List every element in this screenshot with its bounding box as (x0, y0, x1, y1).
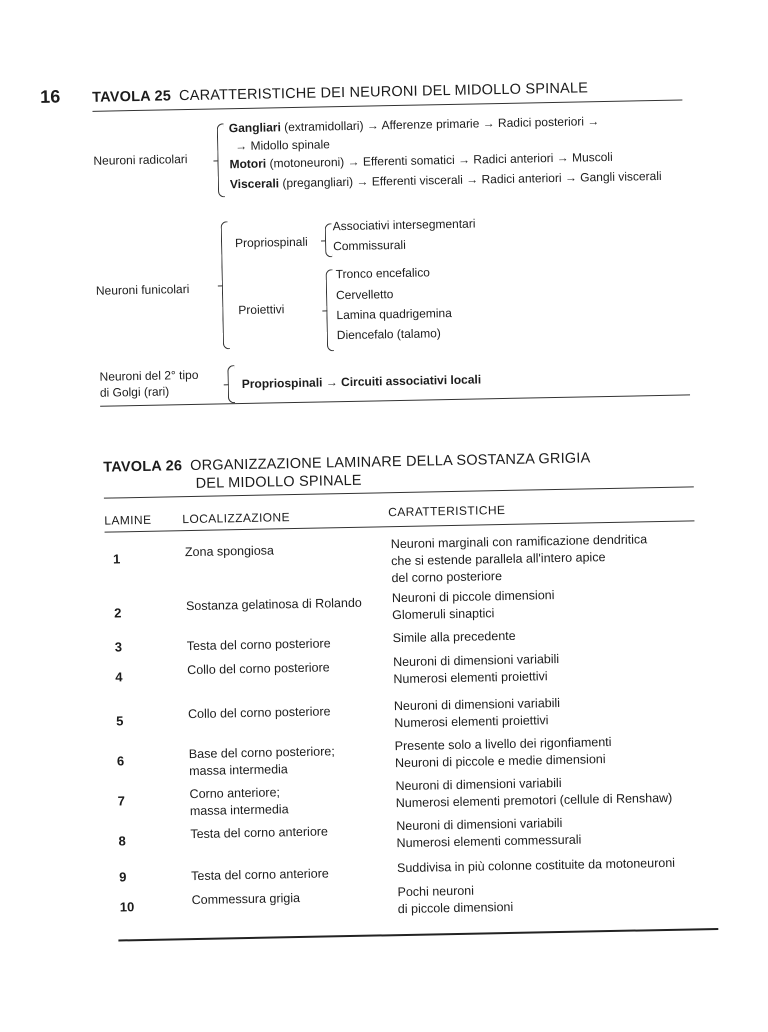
lamina-caratteristiche (393, 651, 560, 688)
motori-text: (motoneuroni) → Efferenti somatici → Radici anteriori → Muscoli (269, 149, 613, 171)
neuroni-radicolari-label: Neuroni radicolari (93, 152, 188, 168)
golgi-line2: di Golgi (rari) (99, 384, 170, 400)
localizzazione-line: Testa del corno anteriore (191, 866, 329, 884)
lamina-caratteristiche (394, 695, 561, 732)
lamina-caratteristiche (396, 815, 581, 853)
lamina-number: 2 (113, 605, 122, 621)
tavola26-heading-1: ORGANIZZAZIONE LAMINARE DELLA SOSTANZA GRIGIA (190, 450, 591, 475)
tavola26-label: TAVOLA 26 (103, 458, 183, 476)
brace-propriospinali (325, 223, 333, 257)
localizzazione-line: Testa del corno anteriore (190, 824, 329, 842)
caratteristiche-line: Glomeruli sinaptici (392, 606, 495, 623)
propriospinali-label: Propriospinali (234, 234, 308, 251)
gangliari-line (229, 114, 600, 135)
motori-bold: Motori (229, 156, 267, 172)
caratteristiche-line: Neuroni di dimensioni variabili (393, 695, 561, 714)
brace-radicolari (217, 123, 225, 197)
gangliari-bold: Gangliari (228, 120, 281, 136)
tavola26-heading-2: DEL MIDOLLO SPINALE (195, 472, 362, 492)
caratteristiche-line: Numerosi elementi commessurali (396, 832, 582, 851)
localizzazione-line: Base del corno posteriore; (188, 744, 335, 762)
caratteristiche-line: Neuroni di dimensioni variabili (392, 651, 560, 670)
lamina-caratteristiche (392, 587, 555, 624)
tavola25-heading: CARATTERISTICHE DEI NEURONI DEL MIDOLLO SPINALE (178, 80, 589, 105)
viscerali-bold: Viscerali (229, 176, 280, 192)
caratteristiche-line: che si estende parallela all'intero apice (391, 550, 606, 569)
neuroni-funicolari-label: Neuroni funicolari (95, 282, 190, 298)
brace-proiettivi (326, 269, 335, 351)
diencefalo-item: Diencefalo (talamo) (336, 326, 441, 343)
lamina-number: 1 (112, 551, 121, 567)
caratteristiche-line: Neuroni di dimensioni variabili (395, 775, 562, 794)
caratteristiche-line: Simile alla precedente (392, 628, 516, 646)
golgi-text: Propriospinali → Circuiti associativi locali (241, 372, 482, 392)
gangliari-text: (extramidollari) → Afferenze primarie → Radici posteriori → (284, 114, 600, 135)
localizzazione-line: Collo del corno posteriore (187, 704, 331, 722)
caratteristiche-line: di piccole dimensioni (397, 899, 514, 917)
motori-line (229, 150, 612, 171)
golgi-propriospinali (242, 372, 482, 391)
lamina-localizzazione (186, 595, 362, 615)
proiettivi-label: Proiettivi (238, 302, 285, 318)
caratteristiche-line: Numerosi elementi proiettivi (394, 713, 549, 731)
cervelletto-item: Cervelletto (335, 287, 394, 303)
lamina-localizzazione (187, 659, 330, 679)
caratteristiche-line: Neuroni di piccole dimensioni (391, 588, 555, 606)
lamina-number: 5 (116, 713, 124, 729)
caratteristiche-line: Presente solo a livello dei rigonfiamenti (394, 734, 612, 754)
localizzazione-line: Sostanza gelatinosa di Rolando (185, 595, 362, 614)
commissurali-item: Commissurali (332, 237, 406, 254)
localizzazione-line: Testa del corno posteriore (186, 636, 331, 654)
tronco-item: Tronco encefalico (335, 265, 431, 282)
header-caratteristiche: CARATTERISTICHE (388, 502, 506, 520)
caratteristiche-line: Neuroni di dimensioni variabili (396, 815, 563, 834)
viscerali-text: (pregangliari) → Efferenti viscerali → Radici anteriori → Gangli viscerali (282, 168, 662, 191)
lamina-number: 7 (117, 793, 126, 809)
page-number: 16 (40, 86, 61, 107)
lamina-number: 3 (114, 639, 123, 655)
tavola25-bottom-rule (100, 394, 690, 406)
caratteristiche-line: Numerosi elementi premotori (cellule di Renshaw) (395, 790, 673, 811)
localizzazione-line: massa intermedia (189, 802, 289, 819)
caratteristiche-line: del corno posteriore (391, 569, 503, 586)
associativi-item: Associativi intersegmentari (332, 216, 476, 234)
lamina-caratteristiche (392, 628, 515, 647)
lamina-caratteristiche (391, 531, 648, 587)
caratteristiche-line: Pochi neuroni (397, 883, 475, 900)
lamina-localizzazione (191, 865, 329, 885)
lamina-localizzazione (191, 890, 300, 909)
table-bottom-rule (118, 928, 718, 942)
lamina-caratteristiche (395, 734, 612, 772)
brace-funicolari (221, 221, 230, 349)
lamina-number: 6 (116, 753, 125, 769)
localizzazione-line: Collo del corno posteriore (187, 660, 330, 678)
lamina-item: Lamina quadrigemina (336, 305, 452, 323)
lamina-caratteristiche (397, 882, 513, 918)
lamina-localizzazione (189, 784, 288, 820)
caratteristiche-line: Numerosi elementi proiettivi (393, 669, 548, 687)
lamina-number: 9 (119, 869, 127, 885)
localizzazione-line: massa intermedia (189, 762, 288, 779)
caratteristiche-line: Neuroni di piccole e medie dimensioni (394, 752, 606, 771)
lamina-number: 10 (119, 899, 135, 915)
viscerali-line (230, 169, 662, 191)
lamina-localizzazione (190, 823, 328, 843)
lamina-caratteristiche (397, 855, 675, 877)
golgi-line1: Neuroni del 2° tipo (99, 367, 199, 384)
lamina-caratteristiche (395, 773, 672, 812)
tavola26-title (103, 450, 590, 475)
lamina-localizzazione (189, 743, 336, 780)
brace-golgi (227, 365, 235, 403)
gangliari-cont: → Midollo spinale (235, 137, 331, 154)
lamina-number: 4 (115, 669, 123, 685)
lamina-number: 8 (118, 833, 126, 849)
lamina-localizzazione (188, 703, 331, 723)
header-localizzazione: LOCALIZZAZIONE (182, 510, 291, 527)
localizzazione-line: Corno anteriore; (189, 785, 281, 802)
lamina-localizzazione (187, 635, 331, 655)
caratteristiche-line: Neuroni marginali con ramificazione dendritica (390, 532, 648, 552)
header-lamine: LAMINE (104, 512, 152, 528)
tavola26-title-rule (104, 486, 694, 498)
caratteristiche-line: Suddivisa in più colonne costituite da motoneuroni (396, 855, 676, 876)
localizzazione-line: Commessura grigia (191, 890, 301, 908)
localizzazione-line: Zona spongiosa (184, 543, 275, 560)
lamina-localizzazione (185, 542, 274, 561)
tavola25-label: TAVOLA 25 (92, 88, 172, 106)
